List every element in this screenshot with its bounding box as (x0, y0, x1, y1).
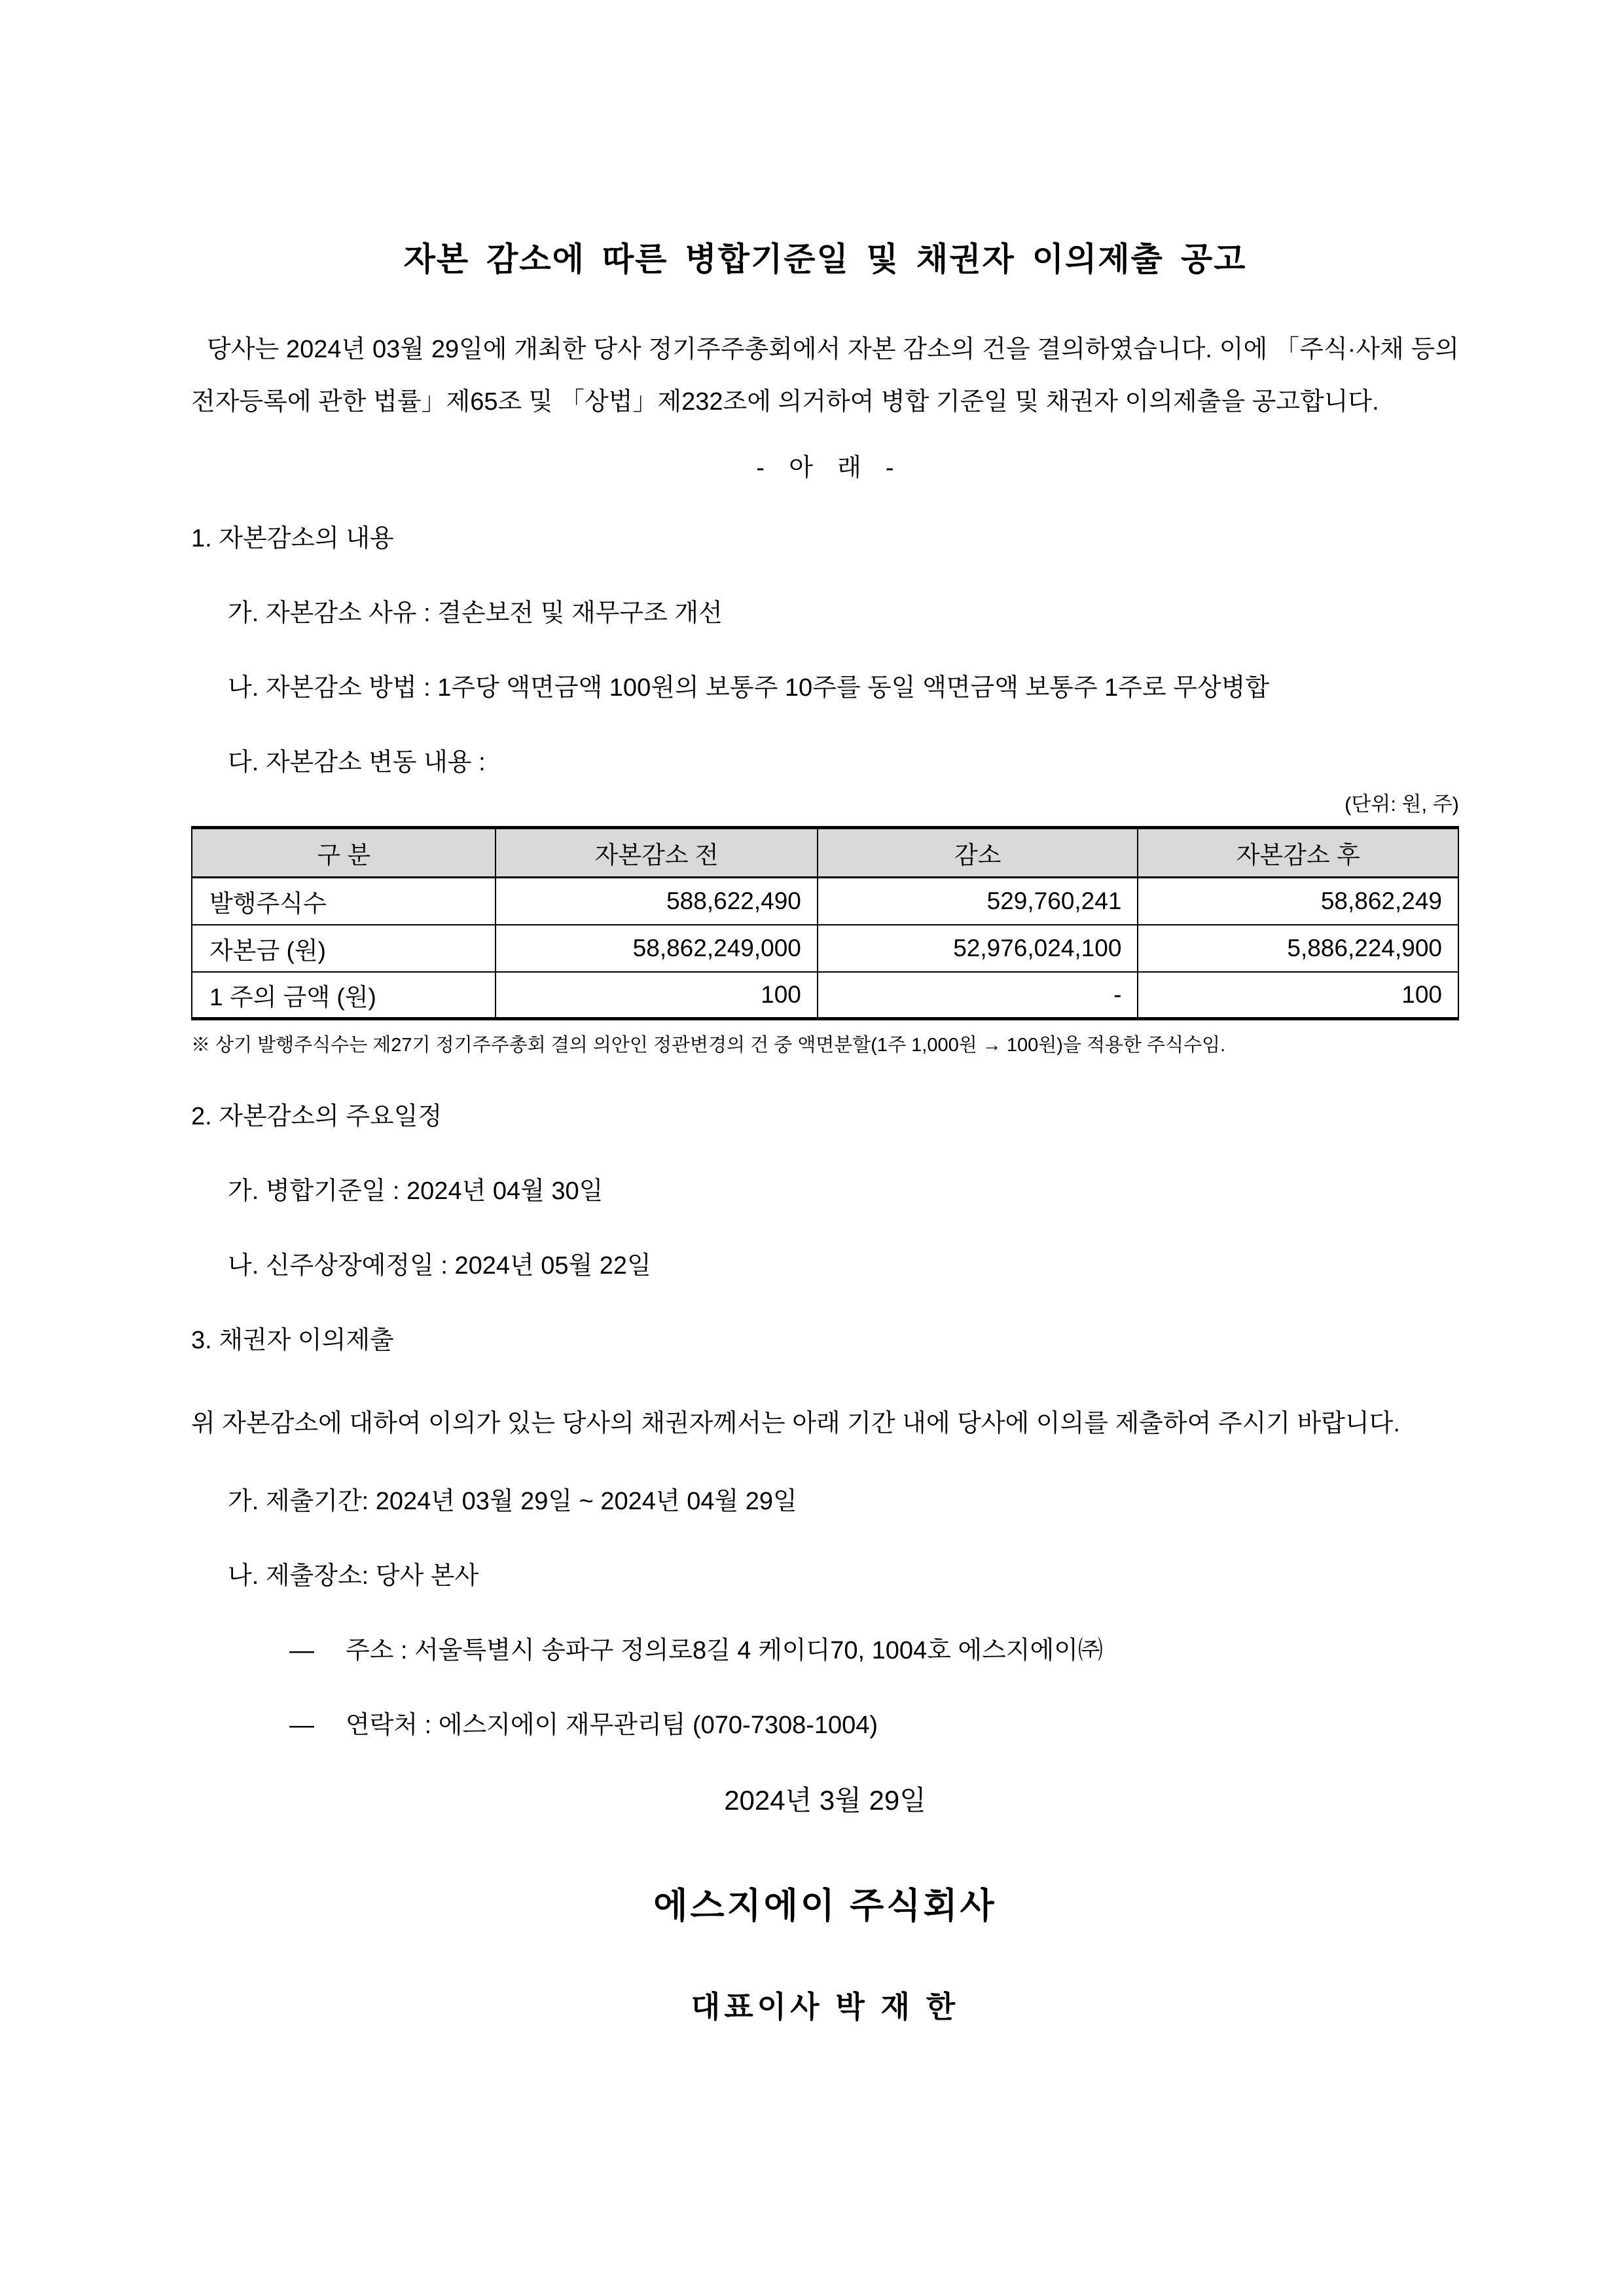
table-header-before: 자본감소 전 (496, 828, 817, 878)
section3-item-period: 가. 제출기간: 2024년 03월 29일 ~ 2024년 04월 29일 (228, 1488, 797, 1515)
row-label: 1 주의 금액 (원) (192, 972, 496, 1019)
cell-value: - (818, 972, 1138, 1019)
section1-heading: 1. 자본감소의 내용 (191, 525, 394, 552)
section2-item-record-date: 가. 병합기준일 : 2024년 04월 30일 (228, 1177, 604, 1205)
cell-value: 52,976,024,100 (818, 925, 1138, 972)
table-header-row (192, 828, 1458, 878)
cell-value: 100 (496, 972, 817, 1019)
section1-item-method: 나. 자본감소 방법 : 1주당 액면금액 100원의 보통주 10주를 동일 액면금액 보통주 1주로 무상병합 (228, 674, 1270, 702)
company-name: 에스지에이 주식회사 (653, 1886, 997, 1926)
table-footnote: ※ 상기 발행주식수는 제27기 정기주주총회 결의 의안인 정관변경의 건 중 액면분할(1주 1,000원 → 100원)을 적용한 주식수임. (191, 1035, 1226, 1056)
table-header-after: 자본감소 후 (1138, 828, 1458, 878)
contact-line (191, 1708, 1459, 1743)
cell-value: 588,622,490 (496, 878, 817, 925)
intro-paragraph: 당사는 2024년 03월 29일에 개최한 당사 정기주주총회에서 자본 감소의 건을 결의하였습니다. 이에 「주식·사채 등의 전자등록에 관한 법률」제65조 및 「상법」제232조에 의거하여 병합 기준일 및 채권자 이의제출을 공고합니다. (191, 336, 1459, 416)
table-row-capital (192, 925, 1458, 972)
section2-heading: 2. 자본감소의 주요일정 (191, 1103, 442, 1130)
table-row-shares (192, 878, 1458, 925)
contact-text: 연락처 : 에스지에이 재무관리팀 (070-7308-1004) (346, 1712, 878, 1739)
table-row-par-value (192, 972, 1458, 1019)
row-label: 자본금 (원) (192, 925, 496, 972)
dash-mark: — (289, 1637, 314, 1664)
section1-item-reason: 가. 자본감소 사유 : 결손보전 및 재무구조 개선 (228, 600, 723, 627)
row-label: 발행주식수 (192, 878, 496, 925)
table-header-category: 구 분 (192, 828, 496, 878)
table-unit-label: (단위: 원, 주) (1344, 793, 1459, 816)
cell-value: 529,760,241 (818, 878, 1138, 925)
ceo-name: 대표이사 박 재 한 (691, 1990, 960, 2024)
cell-value: 58,862,249 (1138, 878, 1458, 925)
dash-mark: — (289, 1712, 314, 1739)
cell-value: 100 (1138, 972, 1458, 1019)
section3-item-place: 나. 제출장소: 당사 본사 (228, 1562, 479, 1590)
page-title: 자본 감소에 따른 병합기준일 및 채권자 이의제출 공고 (403, 241, 1247, 278)
section3-paragraph: 위 자본감소에 대하여 이의가 있는 당사의 채권자께서는 아래 기간 내에 당사에 이의를 제출하여 주시기 바랍니다. (191, 1410, 1400, 1437)
section3-heading: 3. 채권자 이의제출 (191, 1327, 394, 1354)
table-header-decrease: 감소 (818, 828, 1138, 878)
cell-value: 58,862,249,000 (496, 925, 817, 972)
capital-reduction-table (191, 826, 1459, 1020)
below-divider: - 아 래 - (756, 454, 894, 482)
announcement-date: 2024년 3월 29일 (724, 1785, 926, 1816)
address-text: 주소 : 서울특별시 송파구 정의로8길 4 케이디70, 1004호 에스지에이㈜ (346, 1637, 1103, 1664)
section1-item-change: 다. 자본감소 변동 내용 : (228, 749, 486, 776)
section2-item-listing-date: 나. 신주상장예정일 : 2024년 05월 22일 (228, 1252, 651, 1280)
address-line (191, 1633, 1459, 1668)
cell-value: 5,886,224,900 (1138, 925, 1458, 972)
